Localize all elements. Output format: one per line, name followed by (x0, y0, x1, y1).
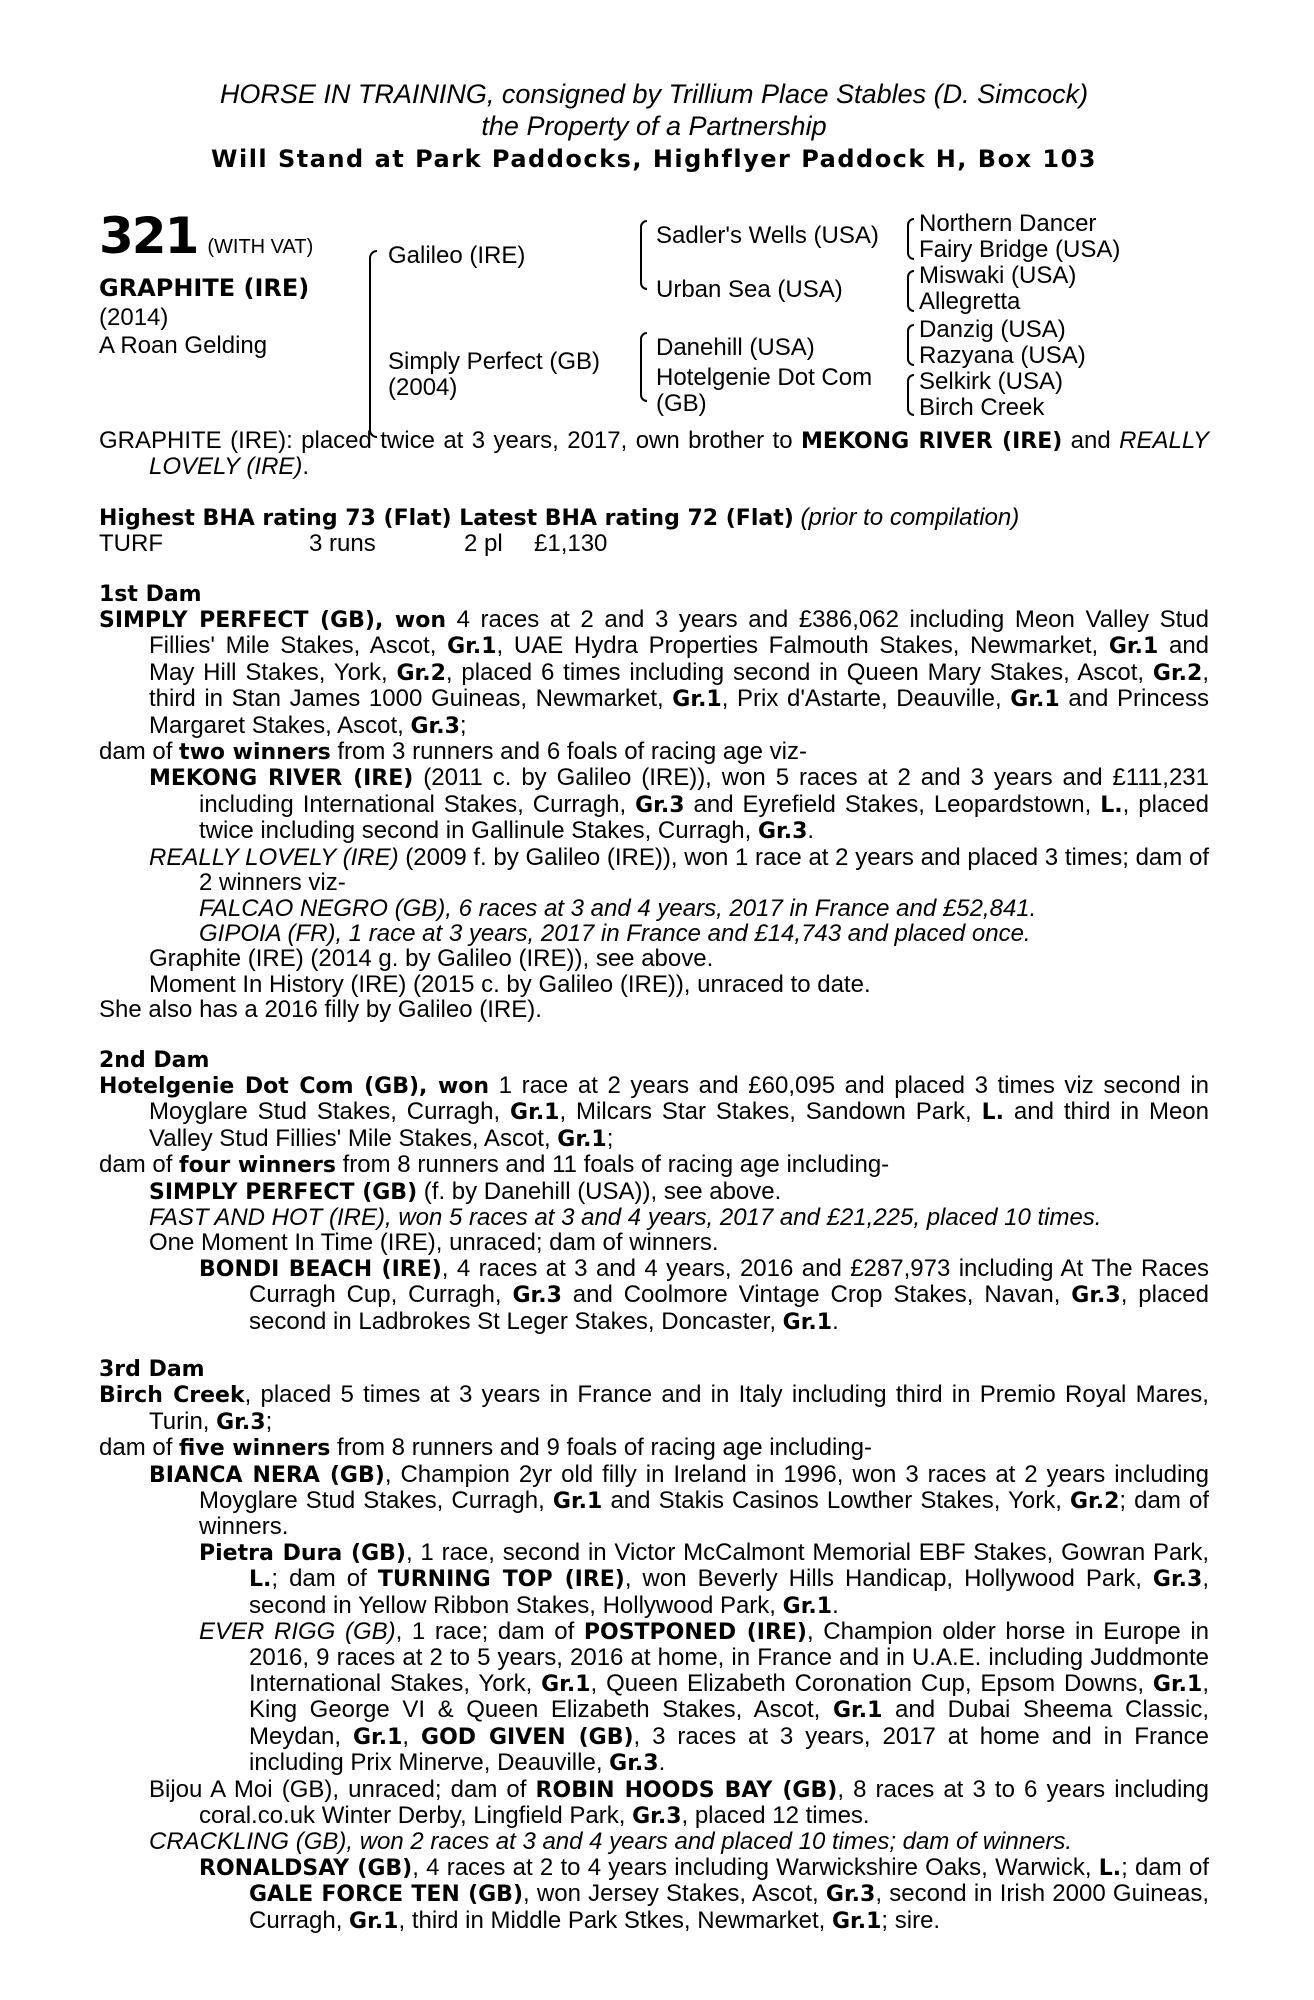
dam2-record: Hotelgenie Dot Com (GB), won 1 race at 2 years and £60,095 and placed 3 times viz second in Moyglare Stud Stakes, Curragh, Gr.1, Milcars Star Stakes, Sandown Park, L. and third in Meon Valley Stud Fillies' Mile Stakes, Ascot, Gr.1; (99, 1071, 1210, 1152)
dam1-foal-mekong: MEKONG RIVER (IRE) (2011 c. by Galileo (IRE)), won 5 races at 2 and 3 years and £111,231 including International Stakes, Curragh, Gr.3 and Eyrefield Stakes, Leopardstown, L., placed twice including second in Gallinule Stakes, Curragh, Gr.3. (149, 764, 1209, 845)
pedigree-dam: Simply Perfect (GB) (388, 348, 601, 375)
dam3-grandfoal-pietra: Pietra Dura (GB), 1 race, second in Victor McCalmont Memorial EBF Stakes, Gowran Park, L.; dam of TURNING TOP (IRE), won Beverly Hills Handicap, Hollywood Park, Gr.3, second in Yellow Ribbon Stakes, Hollywood Park, Gr.1. (199, 1538, 1210, 1619)
race-record: TURF 3 runs 2 pl £1,130 (99, 530, 608, 558)
g4b-bracket (907, 394, 914, 416)
dam1-foal-really-lovely: REALLY LOVELY (IRE) (2009 f. by Galileo (IRE)), won 1 race at 2 years and placed 3 times; dam of 2 winners viz- (149, 843, 1209, 897)
dam1-grandfoal-gipoia: GIPOIA (FR), 1 race at 3 years, 2017 in France and £14,743 and placed once. (199, 919, 1031, 947)
consignor-line: HORSE IN TRAINING, consigned by Trillium Place Stables (D. Simcock) (219, 79, 1089, 109)
g1-bracket (907, 218, 914, 240)
dam1-foal-moment: Moment In History (IRE) (2015 c. by Galileo (IRE)), unraced to date. (149, 970, 871, 998)
catalogue-body (99, 428, 1209, 1934)
g4-bracket (907, 374, 914, 396)
dam1-produce-intro: dam of two winners from 3 runners and 6 foals of racing age viz- (99, 738, 807, 766)
dam2-produce-intro: dam of four winners from 8 runners and 11 foals of racing age including- (99, 1151, 890, 1179)
dam2-heading: 2nd Dam (99, 1047, 210, 1073)
g1b-bracket (907, 238, 914, 260)
dd-bracket (640, 366, 647, 402)
pedigree-sdd: Allegretta (919, 288, 1021, 315)
ss-bracket (640, 220, 647, 256)
pedigree-sire-sire: Sadler's Wells (USA) (656, 222, 879, 249)
ds-bracket (640, 332, 647, 368)
g3b-bracket (907, 344, 914, 366)
dam3-record: Birch Creek, placed 5 times at 3 years in France and in Italy including third in Premio Royal Mares, Turin, Gr.3; (99, 1381, 1209, 1435)
horse-description: A Roan Gelding (99, 332, 268, 359)
dam2-foal-simply-perfect: SIMPLY PERFECT (GB) (f. by Danehill (USA)), see above. (149, 1177, 782, 1205)
g2b-bracket (907, 290, 914, 312)
dam2-foal-fast-and-hot: FAST AND HOT (IRE), won 5 races at 3 and 4 years, 2017 and £21,225, placed 10 times. (149, 1203, 1102, 1231)
intro-paragraph: GRAPHITE (IRE): placed twice at 3 years, 2017, own brother to MEKONG RIVER (IRE) and REALLY LOVELY (IRE). (99, 427, 1209, 481)
dam3-grandfoal-ever-rigg: EVER RIGG (GB), 1 race; dam of POSTPONED (IRE), Champion older horse in Europe in 2016, 9 races at 2 to 5 years, 2016 at home, in France and in U.A.E. including Juddmonte International Stakes, York, Gr.1, Queen Elizabeth Coronation Cup, Epsom Downs, Gr.1, King George VI & Queen Elizabeth Stakes, Ascot, Gr.1 and Dubai Sheema Classic, Meydan, Gr.1, GOD GIVEN (GB), 3 races at 3 years, 2017 at home and in France including Prix Minerve, Deauville, Gr.3. (199, 1618, 1210, 1777)
lot-info (99, 208, 313, 360)
g3-bracket (907, 324, 914, 346)
pedigree-sss: Northern Dancer (919, 210, 1097, 237)
dam1-note: She also has a 2016 filly by Galileo (IRE). (99, 996, 542, 1024)
sd-bracket (640, 254, 647, 290)
horse-name: GRAPHITE (IRE) (99, 274, 310, 302)
pedigree-dsd: Razyana (USA) (919, 342, 1086, 369)
catalogue-page (99, 78, 1210, 1934)
g2-bracket (907, 270, 914, 292)
pedigree-ssd: Fairy Bridge (USA) (919, 236, 1121, 263)
pedigree-sire: Galileo (IRE) (388, 242, 526, 269)
pedigree-sire-dam: Urban Sea (USA) (656, 276, 843, 303)
page-header (99, 78, 1209, 176)
dam2-grandfoal-bondi: BONDI BEACH (IRE), 4 races at 3 and 4 years, 2016 and £287,973 including At The Races Curragh Cup, Curragh, Gr.3 and Coolmore Vintage Crop Stakes, Navan, Gr.3, placed second in Ladbrokes St Leger Stakes, Doncaster, Gr.1. (199, 1254, 1210, 1335)
sire-bracket (369, 250, 377, 348)
pedigree-dss: Danzig (USA) (919, 316, 1066, 343)
dam3-produce-intro: dam of five winners from 8 runners and 9 foals of racing age including- (99, 1434, 872, 1462)
dam1-heading: 1st Dam (99, 581, 202, 607)
pedigree-sds: Miswaki (USA) (919, 262, 1077, 289)
dam3-foal-crackling: CRACKLING (GB), won 2 races at 3 and 4 years and placed 10 times; dam of winners. (149, 1828, 1073, 1856)
dam3-grandfoal-ronaldsay: RONALDSAY (GB), 4 races at 2 to 4 years including Warwickshire Oaks, Warwick, L.; dam of GALE FORCE TEN (GB), won Jersey Stakes, Ascot, Gr.3, second in Irish 2000 Guineas, Curragh, Gr.1, third in Middle Park Stkes, Newmarket, Gr.1; sire. (199, 1853, 1209, 1934)
dam1-grandfoal-falcao: FALCAO NEGRO (GB), 6 races at 3 and 4 years, 2017 in France and £52,841. (199, 894, 1037, 922)
dam1-foal-graphite: Graphite (IRE) (2014 g. by Galileo (IRE)), see above. (149, 945, 714, 973)
dam1-record: SIMPLY PERFECT (GB), won 4 races at 2 and 3 years and £386,062 including Meon Valley Stud Fillies' Mile Stakes, Ascot, Gr.1, UAE Hydra Properties Falmouth Stakes, Newmarket, Gr.1 and May Hill Stakes, York, Gr.2, placed 6 times including second in Queen Mary Stakes, Ascot, Gr.2, third in Stan James 1000 Guineas, Newmarket, Gr.1, Prix d'Astarte, Deauville, Gr.1 and Princess Margaret Stakes, Ascot, Gr.3; (99, 606, 1210, 739)
vat-note: (WITH VAT) (207, 236, 314, 258)
dam3-heading: 3rd Dam (99, 1357, 205, 1382)
dam2-foal-one-moment: One Moment In Time (IRE), unraced; dam of winners. (149, 1229, 719, 1257)
lot-number: 321 (99, 207, 198, 265)
pedigree-dam-sire: Danehill (USA) (656, 334, 815, 361)
pedigree-ddd: Birch Creek (919, 394, 1045, 421)
dam-bracket (369, 346, 377, 438)
property-line: the Property of a Partnership (481, 111, 827, 141)
pedigree-dam-year: (2004) (388, 374, 458, 401)
dam3-foal-bianca-nera: BIANCA NERA (GB), Champion 2yr old filly in Ireland in 1996, won 3 races at 2 years including Moyglare Stud Stakes, Curragh, Gr.1 and Stakis Casinos Lowther Stakes, York, Gr.2; dam of winners. (149, 1460, 1210, 1541)
dam3-grandfoal-bijou: Bijou A Moi (GB), unraced; dam of ROBIN HOODS BAY (GB), 8 races at 3 to 6 years including coral.co.uk Winter Derby, Lingfield Park, Gr.3, placed 12 times. (149, 1775, 1209, 1829)
pedigree-dam-dam-origin: (GB) (656, 390, 707, 417)
stabling-line: Will Stand at Park Paddocks, Highflyer Paddock H, Box 103 (211, 145, 1097, 173)
pedigree-dds: Selkirk (USA) (919, 368, 1064, 395)
rating-line: Highest BHA rating 73 (Flat) Latest BHA rating 72 (Flat) (prior to compilation) (99, 503, 1020, 531)
foaling-year: (2014) (99, 304, 169, 331)
pedigree-dam-dam: Hotelgenie Dot Com (656, 364, 873, 391)
